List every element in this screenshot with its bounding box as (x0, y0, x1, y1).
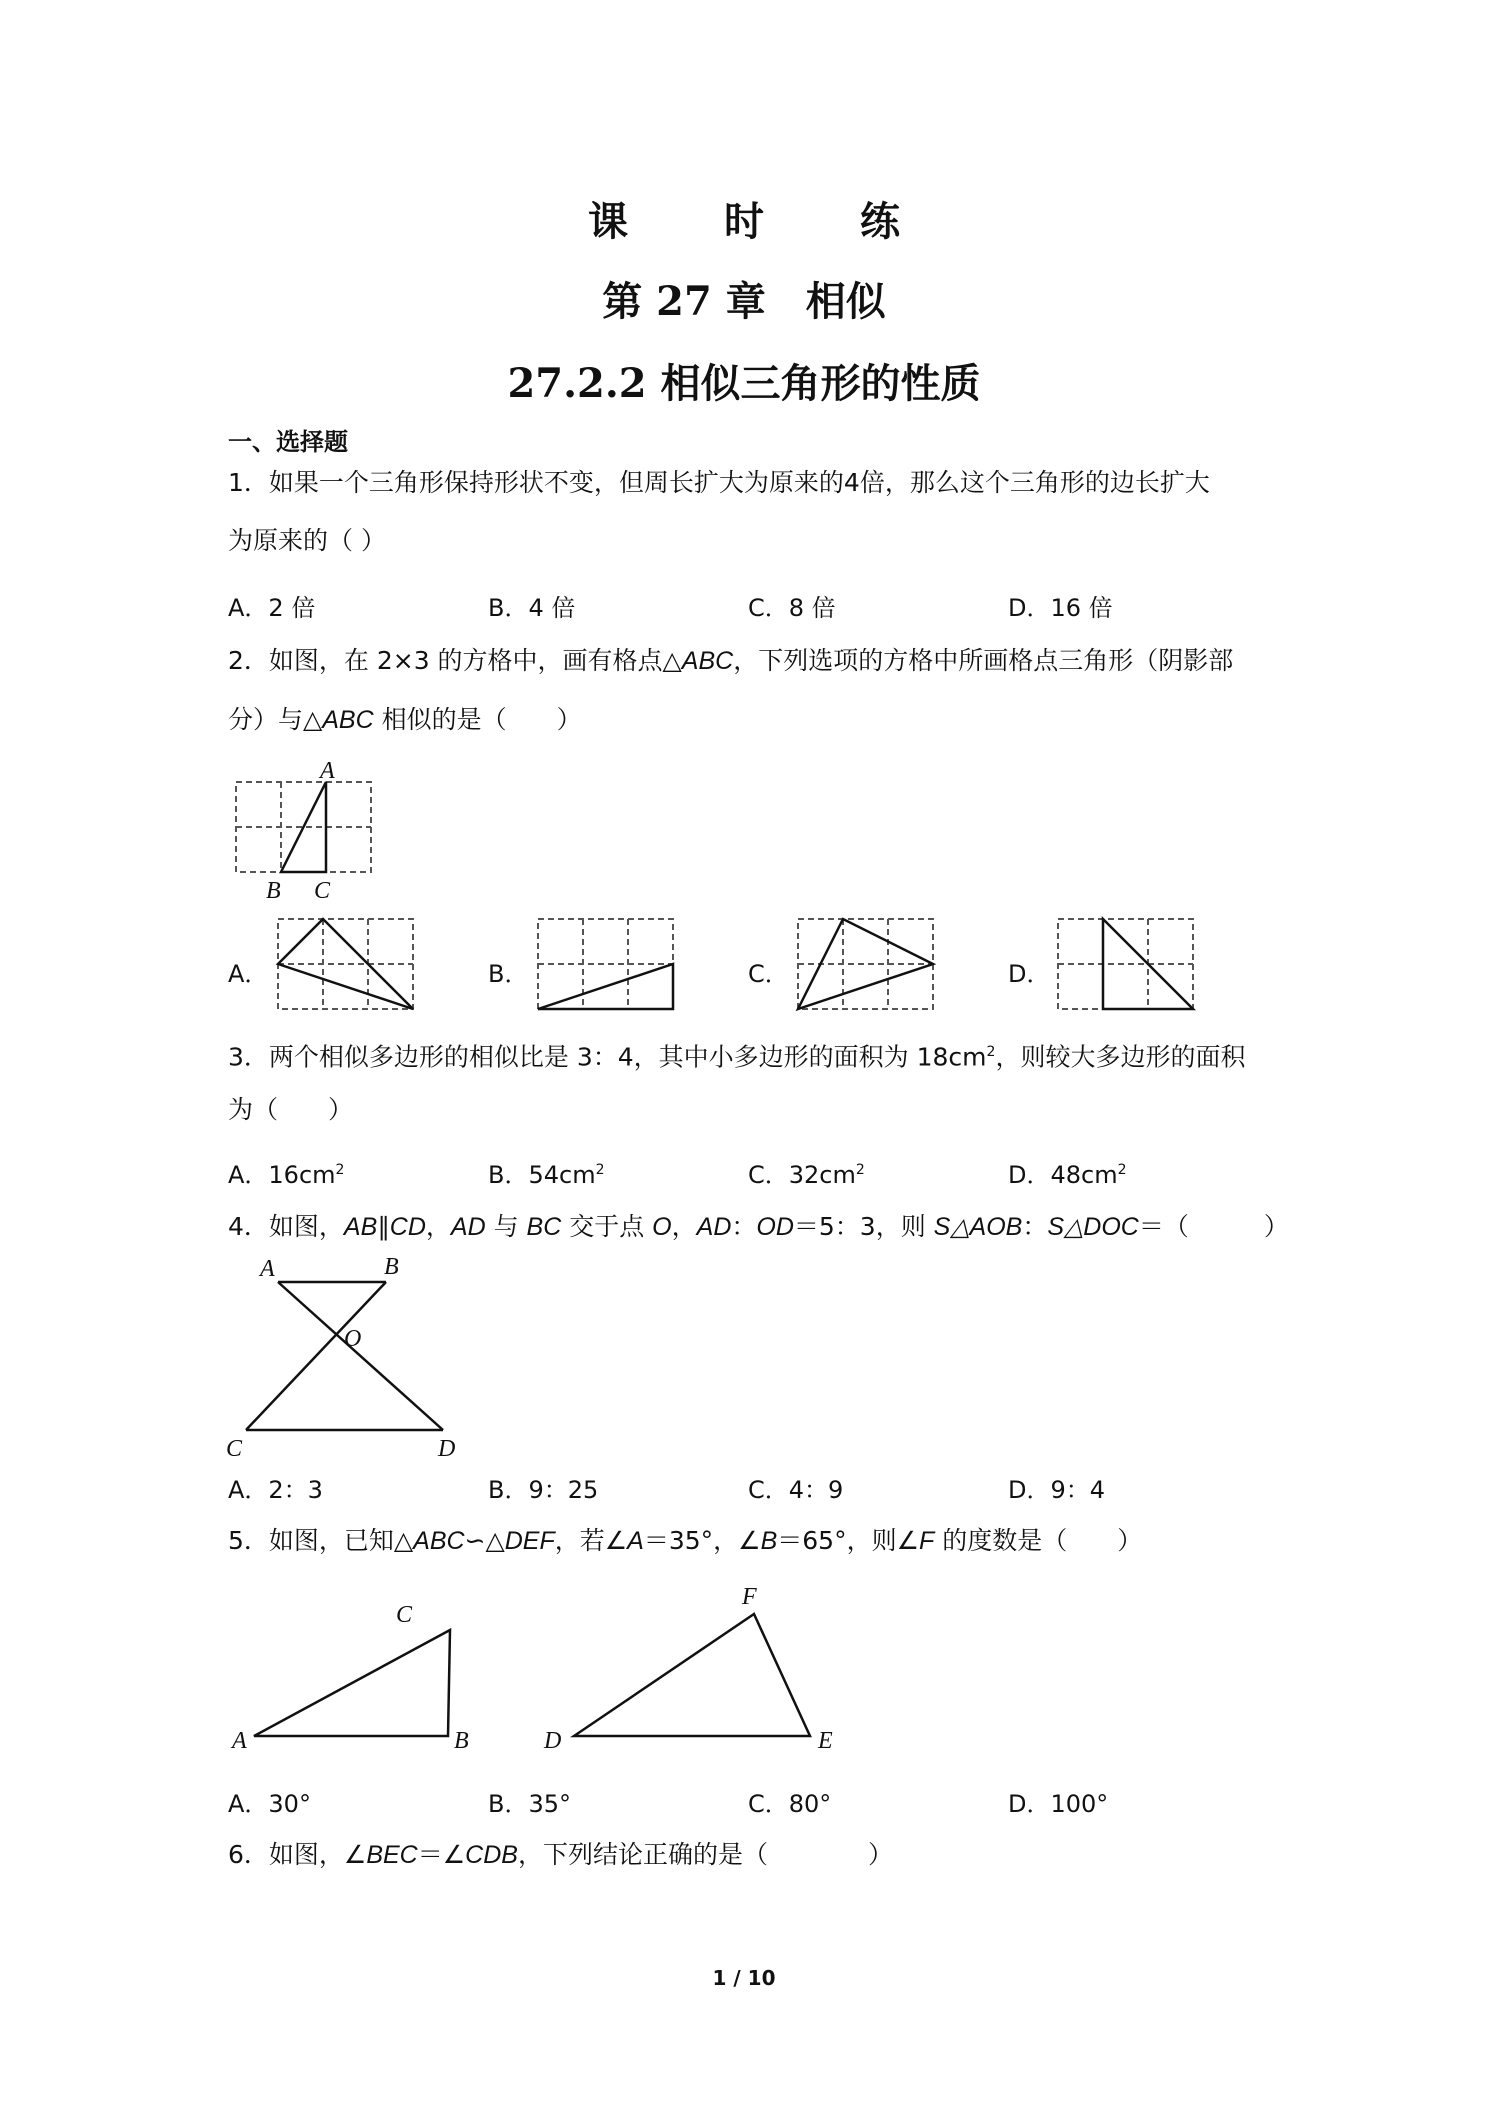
q5-label-b: B (454, 1728, 469, 1754)
q4-label-d: D (438, 1436, 456, 1462)
q2-label-c: C (314, 878, 331, 904)
q4-option-a: A．2：3 (228, 1476, 323, 1504)
q3-option-a: A．$16cm^2$ (228, 1161, 345, 1189)
question-3-line-1: 3．两个相似多边形的相似比是 3：4，其中小多边形的面积为 $18cm^2$，则较大多边形的面积 (228, 1042, 1246, 1072)
question-1-line-2: 为原来的（ ） (228, 526, 386, 555)
q1-option-a: A．2 倍 (228, 594, 316, 622)
q3-option-b: B．$54cm^2$ (488, 1161, 605, 1189)
q5-option-a: A．30° (228, 1790, 311, 1818)
q4-label-c: C (226, 1436, 243, 1462)
q4-label-b: B (384, 1254, 399, 1280)
q2-option-c: C． (748, 960, 789, 988)
q4-figure (218, 1252, 468, 1462)
q5-label-a: A (232, 1728, 247, 1754)
question-5-text: 5．如图，已知△ABC∽△DEF，若∠A＝35°，∠B＝65°，则∠F 的度数是（ ） (228, 1526, 1143, 1555)
q5-label-e: E (818, 1728, 833, 1754)
q2-option-d-figure (1048, 912, 1200, 1012)
q4-option-c: C．4：9 (748, 1476, 844, 1504)
question-2-line-2: 分）与△ABC 相似的是（ ） (228, 705, 582, 734)
q4-option-d: D．9：4 (1008, 1476, 1106, 1504)
page-title: 课 时 练 (588, 198, 928, 245)
q5-option-d: D．100° (1008, 1790, 1109, 1818)
q4-label-a: A (260, 1256, 275, 1282)
question-4-text: 4．如图，AB∥CD，AD 与 BC 交于点 O，AD：OD＝5：3，则 S△AOB：S△DOC＝（ ） (228, 1212, 1289, 1241)
q4-option-b: B．9：25 (488, 1476, 599, 1504)
q4-label-o: O (344, 1326, 362, 1352)
q5-label-c: C (396, 1602, 413, 1628)
chapter-title: 第 27 章 相似 (602, 278, 886, 325)
q3-option-d: D．$48cm^2$ (1008, 1161, 1127, 1189)
q2-label-b: B (266, 878, 281, 904)
page-number: 1 / 10 (712, 1966, 776, 1990)
q2-option-b: B． (488, 960, 529, 988)
q2-option-c-figure (788, 912, 940, 1012)
q1-option-c: C．8 倍 (748, 594, 836, 622)
q5-label-f: F (742, 1584, 757, 1610)
q3-option-c: C．$32cm^2$ (748, 1161, 865, 1189)
section-heading: 一、选择题 (228, 428, 348, 456)
q5-option-b: B．35° (488, 1790, 572, 1818)
question-3-line-2: 为（ ） (228, 1095, 354, 1124)
q2-option-a: A． (228, 960, 269, 988)
q2-main-grid-figure (226, 760, 386, 905)
question-2-line-1: 2．如图，在 2×3 的方格中，画有格点△ABC，下列选项的方格中所画格点三角形（阴影部 (228, 646, 1234, 675)
q1-option-d: D．16 倍 (1008, 594, 1113, 622)
q5-label-d: D (544, 1728, 562, 1754)
question-1-line-1: 1．如果一个三角形保持形状不变，但周长扩大为原来的4倍，那么这个三角形的边长扩大 (228, 468, 1210, 497)
q1-option-b: B．4 倍 (488, 594, 576, 622)
q5-option-c: C．80° (748, 1790, 832, 1818)
section-title: 27.2.2 相似三角形的性质 (507, 360, 981, 407)
question-6-text: 6．如图，∠BEC＝∠CDB，下列结论正确的是（ ） (228, 1840, 893, 1869)
q2-label-a: A (320, 760, 335, 784)
q2-option-a-figure (268, 912, 420, 1012)
q5-figure (228, 1580, 848, 1760)
q2-option-d: D． (1008, 960, 1051, 988)
q2-option-b-figure (528, 912, 680, 1012)
